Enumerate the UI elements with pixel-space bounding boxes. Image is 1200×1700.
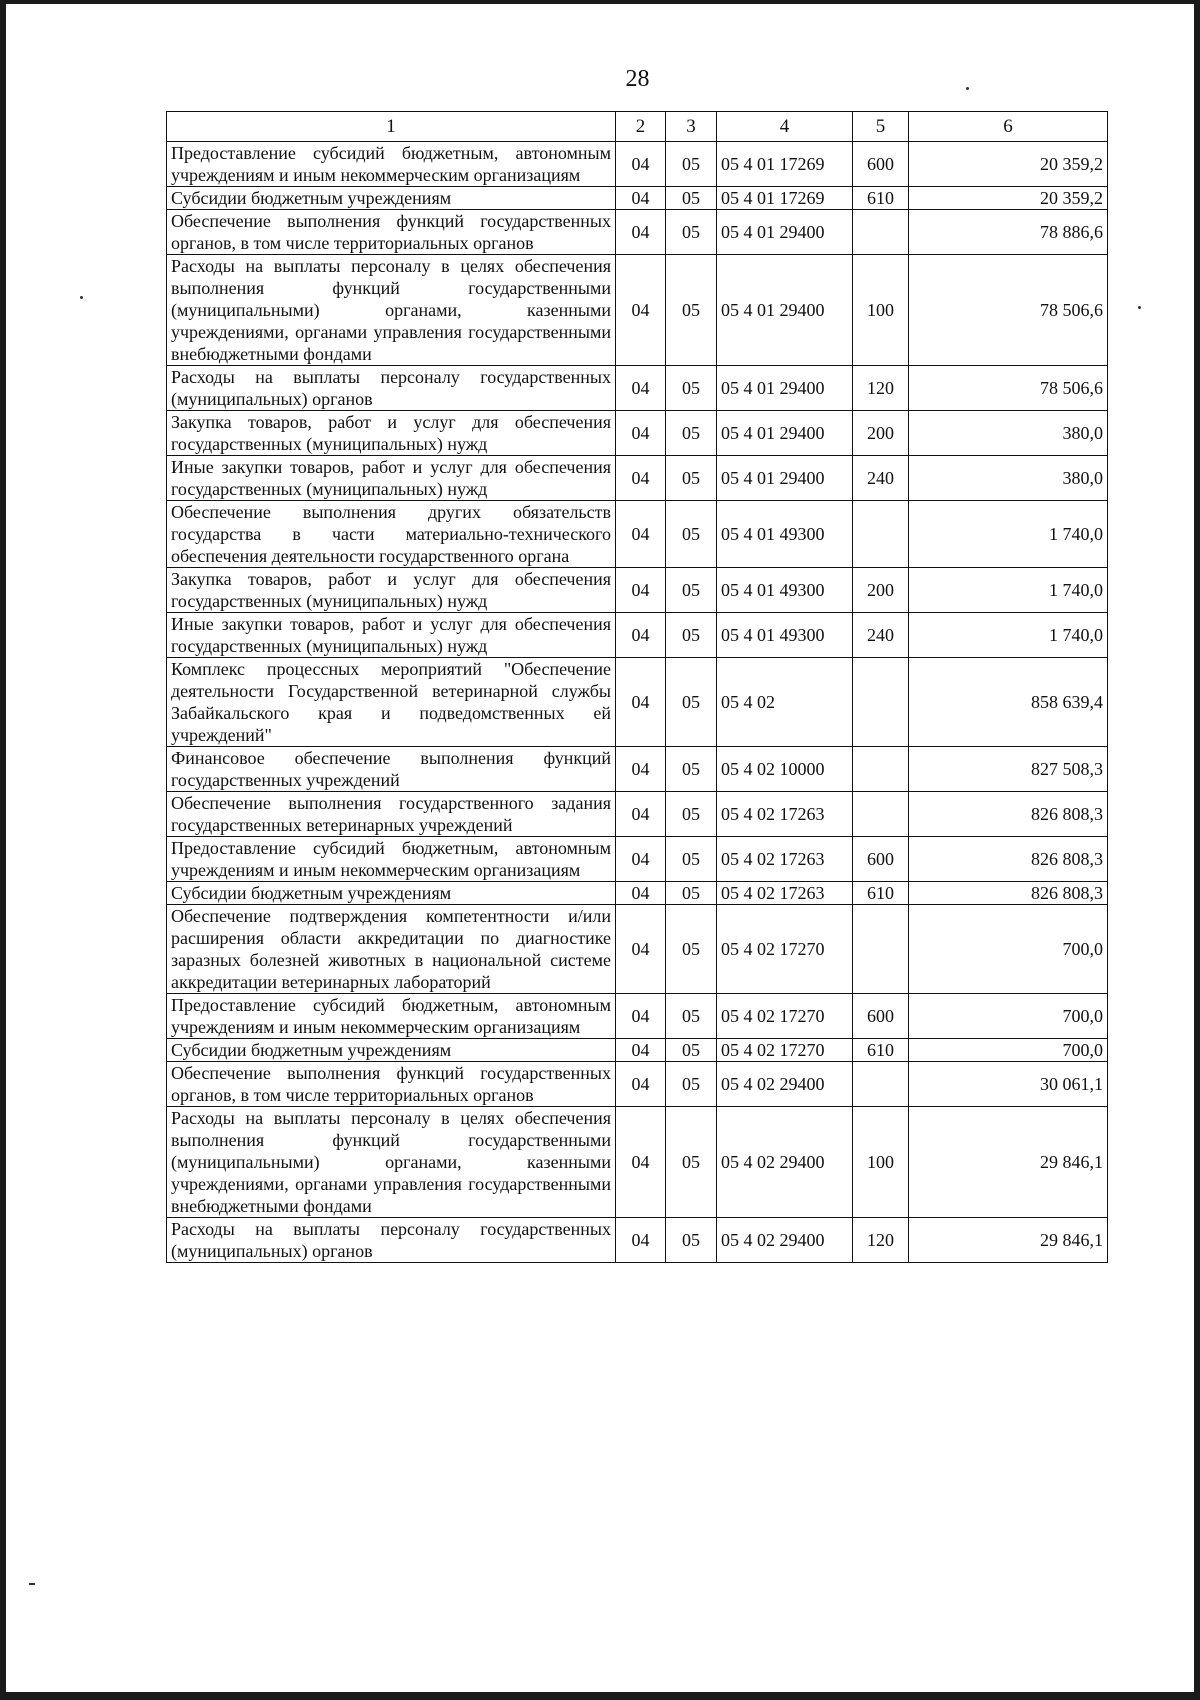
table-row bbox=[167, 456, 1108, 501]
target-article-cell: 05 4 02 bbox=[717, 658, 853, 747]
expense-type-cell bbox=[853, 1062, 909, 1107]
subsection-code-cell: 05 bbox=[666, 613, 717, 658]
table-row bbox=[167, 1039, 1108, 1062]
section-code-cell: 04 bbox=[616, 905, 666, 994]
section-code-cell: 04 bbox=[616, 1039, 666, 1062]
expense-name-cell: Расходы на выплаты персоналу в целях обеспечения выполнения функций государственными (муниципальными) органами, казенными учреждениями, органами управления государственными внебюджетными фондами bbox=[167, 1107, 616, 1218]
amount-cell: 826 808,3 bbox=[909, 792, 1108, 837]
target-article-cell: 05 4 01 29400 bbox=[717, 366, 853, 411]
column-header-3: 3 bbox=[666, 112, 717, 142]
amount-cell: 700,0 bbox=[909, 905, 1108, 994]
expense-name-cell: Обеспечение выполнения функций государственных органов, в том числе территориальных органов bbox=[167, 210, 616, 255]
table-row bbox=[167, 411, 1108, 456]
budget-table bbox=[166, 111, 1108, 1263]
section-code-cell: 04 bbox=[616, 501, 666, 568]
expense-name-cell: Обеспечение выполнения других обязательств государства в части материально-технического обеспечения деятельности государственного органа bbox=[167, 501, 616, 568]
expense-name-cell: Финансовое обеспечение выполнения функций государственных учреждений bbox=[167, 747, 616, 792]
subsection-code-cell: 05 bbox=[666, 905, 717, 994]
amount-cell: 29 846,1 bbox=[909, 1218, 1108, 1263]
expense-name-cell: Обеспечение выполнения функций государственных органов, в том числе территориальных органов bbox=[167, 1062, 616, 1107]
expense-name-cell: Расходы на выплаты персоналу в целях обеспечения выполнения функций государственными (муниципальными) органами, казенными учреждениями, органами управления государственными внебюджетными фондами bbox=[167, 255, 616, 366]
expense-type-cell: 240 bbox=[853, 613, 909, 658]
section-code-cell: 04 bbox=[616, 210, 666, 255]
section-code-cell: 04 bbox=[616, 792, 666, 837]
expense-type-cell bbox=[853, 792, 909, 837]
section-code-cell: 04 bbox=[616, 658, 666, 747]
expense-type-cell: 100 bbox=[853, 1107, 909, 1218]
table-row bbox=[167, 994, 1108, 1039]
expense-name-cell: Комплекс процессных мероприятий "Обеспечение деятельности Государственной ветеринарной службы Забайкальского края и подведомственных ей учреждений" bbox=[167, 658, 616, 747]
table-row bbox=[167, 882, 1108, 905]
amount-cell: 826 808,3 bbox=[909, 882, 1108, 905]
scan-speck bbox=[80, 296, 83, 299]
amount-cell: 1 740,0 bbox=[909, 613, 1108, 658]
expense-name-cell: Расходы на выплаты персоналу государственных (муниципальных) органов bbox=[167, 1218, 616, 1263]
table-row bbox=[167, 747, 1108, 792]
table-row bbox=[167, 613, 1108, 658]
target-article-cell: 05 4 02 17263 bbox=[717, 882, 853, 905]
target-article-cell: 05 4 01 49300 bbox=[717, 501, 853, 568]
header-row bbox=[167, 112, 1108, 142]
subsection-code-cell: 05 bbox=[666, 1107, 717, 1218]
section-code-cell: 04 bbox=[616, 882, 666, 905]
subsection-code-cell: 05 bbox=[666, 792, 717, 837]
section-code-cell: 04 bbox=[616, 142, 666, 187]
subsection-code-cell: 05 bbox=[666, 568, 717, 613]
amount-cell: 30 061,1 bbox=[909, 1062, 1108, 1107]
table-row bbox=[167, 187, 1108, 210]
expense-name-cell: Предоставление субсидий бюджетным, автономным учреждениям и иным некоммерческим организациям bbox=[167, 994, 616, 1039]
section-code-cell: 04 bbox=[616, 411, 666, 456]
subsection-code-cell: 05 bbox=[666, 747, 717, 792]
target-article-cell: 05 4 02 17270 bbox=[717, 994, 853, 1039]
subsection-code-cell: 05 bbox=[666, 1218, 717, 1263]
expense-type-cell: 600 bbox=[853, 994, 909, 1039]
table-row bbox=[167, 1107, 1108, 1218]
expense-type-cell: 600 bbox=[853, 142, 909, 187]
expense-type-cell bbox=[853, 501, 909, 568]
expense-type-cell: 240 bbox=[853, 456, 909, 501]
target-article-cell: 05 4 01 17269 bbox=[717, 142, 853, 187]
section-code-cell: 04 bbox=[616, 1062, 666, 1107]
table-row bbox=[167, 658, 1108, 747]
subsection-code-cell: 05 bbox=[666, 837, 717, 882]
target-article-cell: 05 4 01 17269 bbox=[717, 187, 853, 210]
expense-type-cell: 610 bbox=[853, 1039, 909, 1062]
section-code-cell: 04 bbox=[616, 747, 666, 792]
amount-cell: 78 506,6 bbox=[909, 366, 1108, 411]
expense-name-cell: Расходы на выплаты персоналу государственных (муниципальных) органов bbox=[167, 366, 616, 411]
subsection-code-cell: 05 bbox=[666, 255, 717, 366]
section-code-cell: 04 bbox=[616, 568, 666, 613]
amount-cell: 29 846,1 bbox=[909, 1107, 1108, 1218]
amount-cell: 78 506,6 bbox=[909, 255, 1108, 366]
expense-type-cell: 200 bbox=[853, 568, 909, 613]
amount-cell: 20 359,2 bbox=[909, 187, 1108, 210]
scan-speck bbox=[1138, 306, 1141, 309]
section-code-cell: 04 bbox=[616, 456, 666, 501]
amount-cell: 380,0 bbox=[909, 456, 1108, 501]
amount-cell: 700,0 bbox=[909, 994, 1108, 1039]
subsection-code-cell: 05 bbox=[666, 366, 717, 411]
target-article-cell: 05 4 01 29400 bbox=[717, 255, 853, 366]
target-article-cell: 05 4 01 49300 bbox=[717, 568, 853, 613]
expense-type-cell: 120 bbox=[853, 366, 909, 411]
target-article-cell: 05 4 02 17270 bbox=[717, 905, 853, 994]
amount-cell: 827 508,3 bbox=[909, 747, 1108, 792]
expense-type-cell: 200 bbox=[853, 411, 909, 456]
target-article-cell: 05 4 02 17270 bbox=[717, 1039, 853, 1062]
table-row bbox=[167, 792, 1108, 837]
table-row bbox=[167, 366, 1108, 411]
page-number: 28 bbox=[625, 66, 650, 92]
subsection-code-cell: 05 bbox=[666, 187, 717, 210]
table-row bbox=[167, 1062, 1108, 1107]
subsection-code-cell: 05 bbox=[666, 1039, 717, 1062]
section-code-cell: 04 bbox=[616, 187, 666, 210]
expense-type-cell: 610 bbox=[853, 187, 909, 210]
expense-name-cell: Предоставление субсидий бюджетным, автономным учреждениям и иным некоммерческим организациям bbox=[167, 142, 616, 187]
expense-name-cell: Закупка товаров, работ и услуг для обеспечения государственных (муниципальных) нужд bbox=[167, 568, 616, 613]
subsection-code-cell: 05 bbox=[666, 658, 717, 747]
column-header-5: 5 bbox=[853, 112, 909, 142]
expense-type-cell: 610 bbox=[853, 882, 909, 905]
column-header-6: 6 bbox=[909, 112, 1108, 142]
target-article-cell: 05 4 01 49300 bbox=[717, 613, 853, 658]
table-row bbox=[167, 501, 1108, 568]
subsection-code-cell: 05 bbox=[666, 210, 717, 255]
target-article-cell: 05 4 02 10000 bbox=[717, 747, 853, 792]
target-article-cell: 05 4 01 29400 bbox=[717, 456, 853, 501]
table-row bbox=[167, 255, 1108, 366]
column-header-1: 1 bbox=[167, 112, 616, 142]
expense-name-cell: Предоставление субсидий бюджетным, автономным учреждениям и иным некоммерческим организациям bbox=[167, 837, 616, 882]
section-code-cell: 04 bbox=[616, 1107, 666, 1218]
section-code-cell: 04 bbox=[616, 994, 666, 1039]
subsection-code-cell: 05 bbox=[666, 411, 717, 456]
table-row bbox=[167, 837, 1108, 882]
table-row bbox=[167, 568, 1108, 613]
subsection-code-cell: 05 bbox=[666, 456, 717, 501]
expense-name-cell: Иные закупки товаров, работ и услуг для обеспечения государственных (муниципальных) нужд bbox=[167, 456, 616, 501]
target-article-cell: 05 4 01 29400 bbox=[717, 411, 853, 456]
column-header-2: 2 bbox=[616, 112, 666, 142]
target-article-cell: 05 4 02 29400 bbox=[717, 1218, 853, 1263]
subsection-code-cell: 05 bbox=[666, 1062, 717, 1107]
amount-cell: 380,0 bbox=[909, 411, 1108, 456]
expense-type-cell bbox=[853, 905, 909, 994]
section-code-cell: 04 bbox=[616, 613, 666, 658]
expense-name-cell: Обеспечение подтверждения компетентности и/или расширения области аккредитации по диагностике заразных болезней животных в национальной системе аккредитации ветеринарных лабораторий bbox=[167, 905, 616, 994]
amount-cell: 826 808,3 bbox=[909, 837, 1108, 882]
subsection-code-cell: 05 bbox=[666, 994, 717, 1039]
expense-name-cell: Субсидии бюджетным учреждениям bbox=[167, 1039, 616, 1062]
subsection-code-cell: 05 bbox=[666, 501, 717, 568]
amount-cell: 20 359,2 bbox=[909, 142, 1108, 187]
expense-name-cell: Обеспечение выполнения государственного задания государственных ветеринарных учреждений bbox=[167, 792, 616, 837]
column-header-4: 4 bbox=[717, 112, 853, 142]
expense-name-cell: Иные закупки товаров, работ и услуг для обеспечения государственных (муниципальных) нужд bbox=[167, 613, 616, 658]
section-code-cell: 04 bbox=[616, 255, 666, 366]
expense-name-cell: Субсидии бюджетным учреждениям bbox=[167, 187, 616, 210]
scan-speck bbox=[29, 1583, 35, 1585]
section-code-cell: 04 bbox=[616, 837, 666, 882]
target-article-cell: 05 4 02 29400 bbox=[717, 1062, 853, 1107]
amount-cell: 1 740,0 bbox=[909, 501, 1108, 568]
expense-type-cell: 100 bbox=[853, 255, 909, 366]
expense-type-cell bbox=[853, 658, 909, 747]
amount-cell: 1 740,0 bbox=[909, 568, 1108, 613]
subsection-code-cell: 05 bbox=[666, 142, 717, 187]
section-code-cell: 04 bbox=[616, 1218, 666, 1263]
target-article-cell: 05 4 02 17263 bbox=[717, 792, 853, 837]
expense-type-cell bbox=[853, 210, 909, 255]
amount-cell: 858 639,4 bbox=[909, 658, 1108, 747]
amount-cell: 700,0 bbox=[909, 1039, 1108, 1062]
amount-cell: 78 886,6 bbox=[909, 210, 1108, 255]
expense-type-cell: 600 bbox=[853, 837, 909, 882]
table-row bbox=[167, 210, 1108, 255]
table-row bbox=[167, 142, 1108, 187]
table-row bbox=[167, 1218, 1108, 1263]
target-article-cell: 05 4 02 17263 bbox=[717, 837, 853, 882]
subsection-code-cell: 05 bbox=[666, 882, 717, 905]
expense-type-cell: 120 bbox=[853, 1218, 909, 1263]
table-row bbox=[167, 905, 1108, 994]
target-article-cell: 05 4 02 29400 bbox=[717, 1107, 853, 1218]
expense-type-cell bbox=[853, 747, 909, 792]
section-code-cell: 04 bbox=[616, 366, 666, 411]
expense-name-cell: Субсидии бюджетным учреждениям bbox=[167, 882, 616, 905]
expense-name-cell: Закупка товаров, работ и услуг для обеспечения государственных (муниципальных) нужд bbox=[167, 411, 616, 456]
target-article-cell: 05 4 01 29400 bbox=[717, 210, 853, 255]
